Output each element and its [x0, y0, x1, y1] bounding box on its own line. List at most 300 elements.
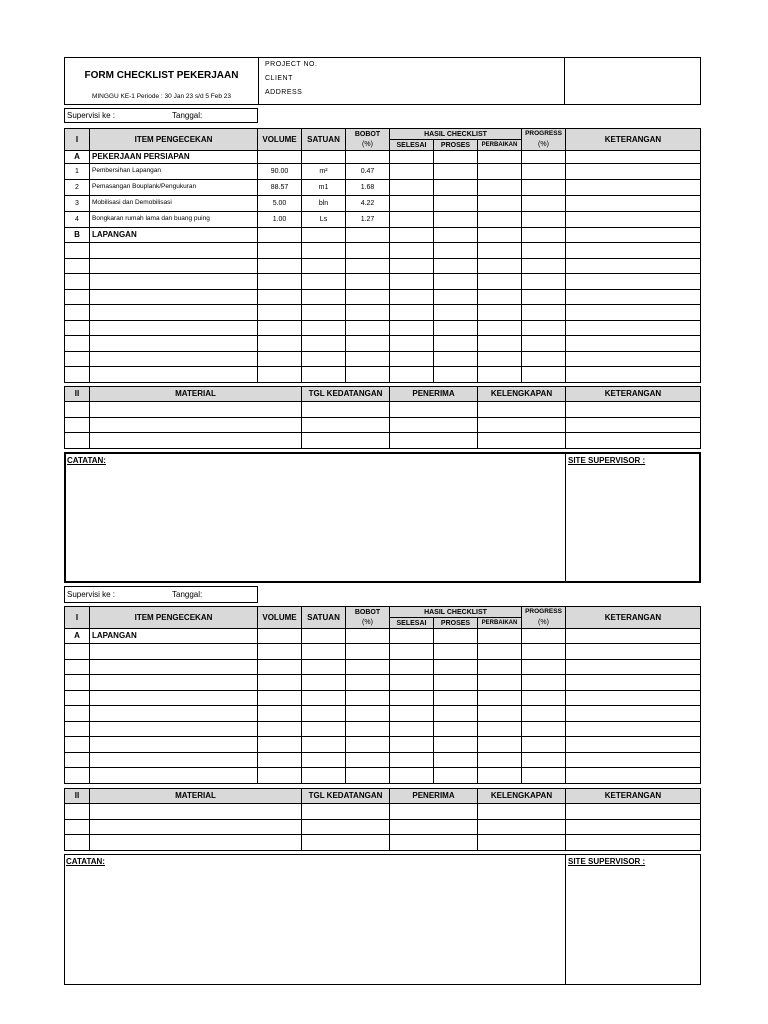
- empty-table-row: [65, 243, 701, 259]
- empty-cell[interactable]: [258, 659, 302, 675]
- proses-cell[interactable]: [434, 164, 478, 180]
- row-satuan: bln: [302, 196, 346, 212]
- empty-cell[interactable]: [90, 752, 258, 768]
- empty-cell[interactable]: [65, 258, 90, 274]
- empty-cell[interactable]: [65, 706, 90, 722]
- col-bobot-unit: (%): [346, 140, 390, 151]
- selesai-cell[interactable]: [390, 212, 434, 228]
- empty-cell[interactable]: [566, 336, 701, 352]
- empty-cell[interactable]: [302, 768, 346, 784]
- empty-cell[interactable]: [90, 336, 258, 352]
- empty-cell[interactable]: [566, 644, 701, 660]
- empty-cell[interactable]: [522, 675, 566, 691]
- perbaikan-cell[interactable]: [478, 212, 522, 228]
- empty-cell[interactable]: [390, 336, 434, 352]
- col-proses-header: PROSES: [434, 140, 478, 151]
- empty-table-row: [65, 737, 701, 753]
- empty-cell[interactable]: [258, 305, 302, 321]
- empty-cell[interactable]: [346, 289, 390, 305]
- empty-cell[interactable]: [434, 258, 478, 274]
- empty-cell[interactable]: [566, 402, 701, 418]
- empty-cell[interactable]: [566, 289, 701, 305]
- form-header: [64, 57, 701, 105]
- empty-cell[interactable]: [478, 690, 522, 706]
- header-blank-cell: [565, 58, 701, 105]
- empty-cell[interactable]: [478, 289, 522, 305]
- empty-cell[interactable]: [478, 706, 522, 722]
- site-supervisor-box[interactable]: [565, 855, 701, 984]
- empty-cell[interactable]: [346, 258, 390, 274]
- empty-cell[interactable]: [434, 351, 478, 367]
- empty-cell[interactable]: [478, 336, 522, 352]
- empty-cell[interactable]: [258, 675, 302, 691]
- empty-cell[interactable]: [90, 835, 302, 851]
- progress-cell[interactable]: [522, 164, 566, 180]
- col-item-header: ITEM PENGECEKAN: [90, 129, 258, 151]
- checklist-table: [64, 128, 701, 383]
- empty-cell[interactable]: [90, 721, 258, 737]
- empty-cell[interactable]: [390, 675, 434, 691]
- penerima-header: PENERIMA: [390, 387, 478, 402]
- empty-table-row: [65, 659, 701, 675]
- empty-cell[interactable]: [478, 243, 522, 259]
- proses-cell[interactable]: [434, 212, 478, 228]
- table-row: [65, 212, 701, 228]
- empty-cell[interactable]: [65, 417, 90, 433]
- site-supervisor-label: SITE SUPERVISOR :: [568, 456, 646, 465]
- empty-cell[interactable]: [258, 258, 302, 274]
- empty-cell[interactable]: [522, 320, 566, 336]
- empty-cell[interactable]: [390, 768, 434, 784]
- empty-cell[interactable]: [90, 351, 258, 367]
- empty-cell[interactable]: [258, 644, 302, 660]
- empty-cell[interactable]: [90, 433, 302, 449]
- empty-cell[interactable]: [90, 320, 258, 336]
- empty-cell[interactable]: [390, 402, 478, 418]
- row-item: Bongkaran rumah lama dan buang puing: [90, 212, 258, 228]
- empty-cell[interactable]: [434, 768, 478, 784]
- empty-cell[interactable]: [390, 706, 434, 722]
- empty-cell[interactable]: [522, 336, 566, 352]
- empty-material-row: [65, 417, 701, 433]
- col-volume-header: VOLUME: [258, 607, 302, 629]
- col-progress-unit: (%): [522, 140, 566, 151]
- empty-cell[interactable]: [522, 305, 566, 321]
- row-no: 4: [65, 212, 90, 228]
- empty-cell[interactable]: [65, 835, 90, 851]
- material-no-header: II: [65, 789, 90, 804]
- material-blank-rows: [65, 804, 701, 851]
- progress-cell[interactable]: [522, 196, 566, 212]
- col-volume-header: VOLUME: [258, 129, 302, 151]
- selesai-cell[interactable]: [390, 196, 434, 212]
- empty-cell[interactable]: [90, 417, 302, 433]
- col-no-header: I: [65, 607, 90, 629]
- empty-table-row: [65, 690, 701, 706]
- penerima-header: PENERIMA: [390, 789, 478, 804]
- col-selesai-header: SELESAI: [390, 140, 434, 151]
- empty-cell[interactable]: [65, 336, 90, 352]
- empty-cell[interactable]: [522, 752, 566, 768]
- empty-cell[interactable]: [258, 752, 302, 768]
- empty-cell[interactable]: [302, 243, 346, 259]
- empty-cell[interactable]: [346, 659, 390, 675]
- empty-cell[interactable]: [346, 367, 390, 383]
- empty-cell[interactable]: [390, 690, 434, 706]
- perbaikan-cell[interactable]: [478, 164, 522, 180]
- keterangan-cell[interactable]: [566, 212, 701, 228]
- empty-cell[interactable]: [65, 804, 90, 820]
- empty-cell[interactable]: [478, 752, 522, 768]
- empty-cell[interactable]: [434, 690, 478, 706]
- empty-cell[interactable]: [258, 690, 302, 706]
- empty-cell[interactable]: [90, 675, 258, 691]
- empty-cell[interactable]: [346, 752, 390, 768]
- empty-cell[interactable]: [302, 336, 346, 352]
- empty-cell[interactable]: [478, 433, 566, 449]
- empty-cell[interactable]: [434, 289, 478, 305]
- empty-cell[interactable]: [434, 305, 478, 321]
- empty-cell[interactable]: [258, 289, 302, 305]
- empty-cell[interactable]: [258, 721, 302, 737]
- empty-cell[interactable]: [302, 835, 390, 851]
- empty-cell[interactable]: [65, 367, 90, 383]
- empty-cell[interactable]: [522, 768, 566, 784]
- empty-cell[interactable]: [258, 737, 302, 753]
- empty-cell[interactable]: [346, 305, 390, 321]
- empty-cell[interactable]: [434, 644, 478, 660]
- empty-cell[interactable]: [478, 320, 522, 336]
- empty-cell[interactable]: [302, 289, 346, 305]
- empty-cell[interactable]: [434, 706, 478, 722]
- progress-cell[interactable]: [522, 180, 566, 196]
- empty-cell[interactable]: [566, 659, 701, 675]
- supervisi-label: Supervisi ke :: [67, 111, 116, 120]
- empty-cell[interactable]: [478, 737, 522, 753]
- empty-cell[interactable]: [390, 752, 434, 768]
- empty-cell[interactable]: [65, 721, 90, 737]
- empty-cell[interactable]: [566, 675, 701, 691]
- empty-cell[interactable]: [90, 243, 258, 259]
- empty-cell[interactable]: [302, 659, 346, 675]
- empty-cell[interactable]: [434, 675, 478, 691]
- empty-cell[interactable]: [258, 243, 302, 259]
- empty-cell[interactable]: [478, 274, 522, 290]
- empty-cell[interactable]: [302, 644, 346, 660]
- empty-cell[interactable]: [478, 835, 566, 851]
- empty-cell[interactable]: [390, 417, 478, 433]
- empty-cell[interactable]: [346, 644, 390, 660]
- progress-cell[interactable]: [522, 212, 566, 228]
- empty-cell[interactable]: [346, 768, 390, 784]
- empty-cell[interactable]: [478, 768, 522, 784]
- col-keterangan-header: KETERANGAN: [566, 129, 701, 151]
- material-header: MATERIAL: [90, 387, 302, 402]
- empty-cell[interactable]: [346, 336, 390, 352]
- empty-cell[interactable]: [302, 258, 346, 274]
- empty-cell[interactable]: [302, 804, 390, 820]
- empty-cell[interactable]: [302, 737, 346, 753]
- col-perbaikan-header: PERBAIKAN: [478, 140, 522, 151]
- empty-cell[interactable]: [478, 258, 522, 274]
- table-row: [65, 180, 701, 196]
- empty-cell[interactable]: [566, 819, 701, 835]
- material-header: MATERIAL: [90, 789, 302, 804]
- row-item: Pembersihan Lapangan: [90, 164, 258, 180]
- row-volume: 1.00: [258, 212, 302, 228]
- empty-cell[interactable]: [90, 768, 258, 784]
- empty-cell[interactable]: [90, 274, 258, 290]
- empty-cell[interactable]: [390, 320, 434, 336]
- empty-cell[interactable]: [90, 819, 302, 835]
- empty-cell[interactable]: [522, 659, 566, 675]
- empty-cell[interactable]: [302, 402, 390, 418]
- empty-cell[interactable]: [65, 690, 90, 706]
- empty-cell[interactable]: [258, 320, 302, 336]
- empty-cell[interactable]: [90, 737, 258, 753]
- empty-cell[interactable]: [566, 737, 701, 753]
- empty-cell[interactable]: [390, 721, 434, 737]
- empty-cell[interactable]: [478, 721, 522, 737]
- empty-cell[interactable]: [478, 819, 566, 835]
- empty-cell[interactable]: [302, 274, 346, 290]
- empty-cell[interactable]: [65, 274, 90, 290]
- empty-cell[interactable]: [566, 351, 701, 367]
- empty-cell[interactable]: [478, 402, 566, 418]
- empty-cell[interactable]: [434, 274, 478, 290]
- selesai-cell[interactable]: [390, 164, 434, 180]
- empty-material-row: [65, 402, 701, 418]
- empty-cell[interactable]: [346, 274, 390, 290]
- empty-cell[interactable]: [258, 367, 302, 383]
- table-row: [65, 228, 701, 243]
- empty-cell[interactable]: [65, 737, 90, 753]
- empty-cell[interactable]: [302, 320, 346, 336]
- empty-cell[interactable]: [390, 644, 434, 660]
- empty-cell[interactable]: [65, 351, 90, 367]
- proses-cell[interactable]: [434, 196, 478, 212]
- empty-cell[interactable]: [390, 433, 478, 449]
- empty-cell[interactable]: [566, 835, 701, 851]
- perbaikan-cell[interactable]: [478, 196, 522, 212]
- empty-cell[interactable]: [346, 675, 390, 691]
- empty-cell[interactable]: [302, 305, 346, 321]
- empty-cell[interactable]: [434, 367, 478, 383]
- keterangan-cell[interactable]: [566, 196, 701, 212]
- empty-cell[interactable]: [302, 433, 390, 449]
- empty-cell[interactable]: [478, 804, 566, 820]
- empty-cell[interactable]: [434, 320, 478, 336]
- empty-cell[interactable]: [65, 433, 90, 449]
- empty-cell[interactable]: [478, 675, 522, 691]
- empty-cell[interactable]: [522, 644, 566, 660]
- empty-cell[interactable]: [390, 737, 434, 753]
- empty-cell[interactable]: [434, 752, 478, 768]
- empty-cell[interactable]: [65, 644, 90, 660]
- empty-cell[interactable]: [346, 737, 390, 753]
- empty-cell[interactable]: [65, 768, 90, 784]
- empty-cell[interactable]: [90, 644, 258, 660]
- empty-cell[interactable]: [478, 659, 522, 675]
- empty-cell[interactable]: [390, 274, 434, 290]
- empty-cell[interactable]: [258, 336, 302, 352]
- empty-cell[interactable]: [566, 721, 701, 737]
- empty-cell[interactable]: [566, 258, 701, 274]
- empty-cell[interactable]: [390, 367, 434, 383]
- form-period: MINGGU KE-1 Periode : 30 Jan 23 s/d 5 Feb 23: [91, 92, 232, 100]
- empty-cell[interactable]: [65, 289, 90, 305]
- keterangan-cell[interactable]: [566, 180, 701, 196]
- empty-table-row: [65, 752, 701, 768]
- empty-cell[interactable]: [434, 721, 478, 737]
- empty-cell[interactable]: [566, 804, 701, 820]
- empty-cell[interactable]: [566, 706, 701, 722]
- empty-cell[interactable]: [90, 289, 258, 305]
- empty-cell[interactable]: [90, 659, 258, 675]
- row-volume: 5.00: [258, 196, 302, 212]
- empty-cell[interactable]: [522, 243, 566, 259]
- empty-cell[interactable]: [65, 320, 90, 336]
- supervisi-box[interactable]: [64, 586, 258, 603]
- empty-cell[interactable]: [65, 819, 90, 835]
- proses-cell[interactable]: [434, 180, 478, 196]
- empty-cell[interactable]: [390, 659, 434, 675]
- perbaikan-cell[interactable]: [478, 180, 522, 196]
- col-selesai-header: SELESAI: [390, 618, 434, 629]
- empty-cell[interactable]: [566, 690, 701, 706]
- empty-cell[interactable]: [390, 305, 434, 321]
- empty-cell[interactable]: [390, 258, 434, 274]
- empty-cell[interactable]: [302, 367, 346, 383]
- group-label: PEKERJAAN PERSIAPAN: [90, 151, 258, 164]
- empty-cell[interactable]: [478, 351, 522, 367]
- empty-cell[interactable]: [390, 819, 478, 835]
- empty-cell[interactable]: [478, 644, 522, 660]
- empty-table-row: [65, 721, 701, 737]
- empty-cell[interactable]: [65, 752, 90, 768]
- empty-cell[interactable]: [478, 417, 566, 433]
- empty-cell[interactable]: [434, 659, 478, 675]
- empty-cell[interactable]: [65, 305, 90, 321]
- empty-cell[interactable]: [566, 320, 701, 336]
- empty-cell[interactable]: [302, 721, 346, 737]
- empty-cell[interactable]: [522, 737, 566, 753]
- empty-cell[interactable]: [258, 768, 302, 784]
- empty-cell[interactable]: [434, 737, 478, 753]
- empty-cell[interactable]: [390, 804, 478, 820]
- site-supervisor-box[interactable]: [565, 454, 702, 581]
- empty-cell[interactable]: [478, 305, 522, 321]
- tgl-kedatangan-header: TGL KEDATANGAN: [302, 789, 390, 804]
- empty-cell[interactable]: [566, 305, 701, 321]
- empty-cell[interactable]: [478, 367, 522, 383]
- empty-table-row: [65, 768, 701, 784]
- empty-cell[interactable]: [390, 289, 434, 305]
- empty-cell[interactable]: [65, 675, 90, 691]
- empty-cell[interactable]: [390, 351, 434, 367]
- empty-cell[interactable]: [65, 402, 90, 418]
- empty-cell[interactable]: [90, 402, 302, 418]
- empty-cell[interactable]: [346, 690, 390, 706]
- empty-cell[interactable]: [90, 258, 258, 274]
- empty-cell[interactable]: [90, 305, 258, 321]
- empty-cell[interactable]: [522, 351, 566, 367]
- empty-cell[interactable]: [258, 706, 302, 722]
- material-blank-rows: [65, 402, 701, 449]
- empty-cell[interactable]: [346, 706, 390, 722]
- empty-cell[interactable]: [346, 243, 390, 259]
- empty-cell[interactable]: [90, 706, 258, 722]
- empty-cell[interactable]: [390, 243, 434, 259]
- empty-cell[interactable]: [302, 690, 346, 706]
- empty-cell[interactable]: [566, 768, 701, 784]
- empty-cell[interactable]: [302, 752, 346, 768]
- empty-cell[interactable]: [346, 721, 390, 737]
- empty-cell[interactable]: [566, 243, 701, 259]
- empty-cell[interactable]: [434, 336, 478, 352]
- blank-rows-1: [65, 243, 701, 383]
- empty-table-row: [65, 289, 701, 305]
- supervisi-box[interactable]: [64, 108, 258, 123]
- empty-table-row: [65, 351, 701, 367]
- empty-cell[interactable]: [566, 417, 701, 433]
- empty-table-row: [65, 706, 701, 722]
- empty-cell[interactable]: [65, 243, 90, 259]
- row-volume: 90.00: [258, 164, 302, 180]
- row-item: Pemasangan Bouplank/Pengukuran: [90, 180, 258, 196]
- catatan-box[interactable]: [64, 452, 701, 583]
- empty-cell[interactable]: [522, 258, 566, 274]
- keterangan-cell[interactable]: [566, 164, 701, 180]
- empty-cell[interactable]: [258, 351, 302, 367]
- empty-cell[interactable]: [434, 243, 478, 259]
- empty-cell[interactable]: [522, 289, 566, 305]
- empty-cell[interactable]: [566, 367, 701, 383]
- form-title: FORM CHECKLIST PEKERJAAN: [84, 69, 239, 81]
- empty-cell[interactable]: [522, 367, 566, 383]
- kelengkapan-header: KELENGKAPAN: [478, 387, 566, 402]
- empty-cell[interactable]: [522, 690, 566, 706]
- row-no: 2: [65, 180, 90, 196]
- empty-cell[interactable]: [90, 690, 258, 706]
- catatan-box[interactable]: [64, 854, 701, 985]
- selesai-cell[interactable]: [390, 180, 434, 196]
- empty-cell[interactable]: [302, 675, 346, 691]
- empty-cell[interactable]: [566, 433, 701, 449]
- empty-cell[interactable]: [522, 721, 566, 737]
- empty-cell[interactable]: [302, 417, 390, 433]
- row-bobot: 4.22: [346, 196, 390, 212]
- empty-cell[interactable]: [90, 804, 302, 820]
- empty-table-row: [65, 258, 701, 274]
- empty-cell[interactable]: [566, 752, 701, 768]
- empty-material-row: [65, 433, 701, 449]
- empty-cell[interactable]: [302, 819, 390, 835]
- empty-cell[interactable]: [302, 706, 346, 722]
- col-item-header: ITEM PENGECEKAN: [90, 607, 258, 629]
- empty-cell[interactable]: [302, 351, 346, 367]
- empty-cell[interactable]: [566, 274, 701, 290]
- empty-cell[interactable]: [522, 274, 566, 290]
- empty-cell[interactable]: [522, 706, 566, 722]
- empty-cell[interactable]: [346, 351, 390, 367]
- empty-cell[interactable]: [346, 320, 390, 336]
- empty-cell[interactable]: [90, 367, 258, 383]
- empty-cell[interactable]: [258, 274, 302, 290]
- empty-cell[interactable]: [65, 659, 90, 675]
- empty-cell[interactable]: [390, 835, 478, 851]
- row-bobot: 1.27: [346, 212, 390, 228]
